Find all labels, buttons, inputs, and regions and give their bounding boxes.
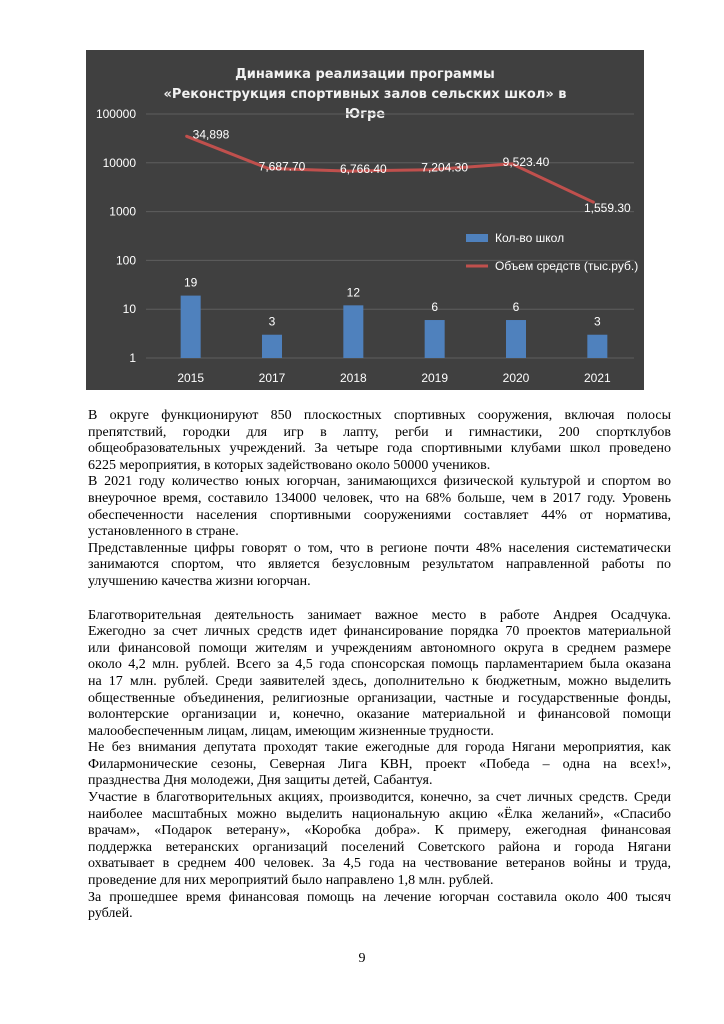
text-line: Представленные цифры говорят о том, что в регионе почти 48% населения систематически [88,540,671,556]
x-tick-label: 2021 [583,371,611,385]
text-line: Ежегодно за счет личных средств идет финансирование порядка 70 проектов материальной [88,624,671,640]
body-text [88,408,671,923]
text-line: около 4,2 млн. рублей. Всего за 4,5 года спонсорская помощь парламентарием была оказана [88,657,671,673]
y-tick-label: 1 [129,351,136,365]
x-tick-label: 2017 [258,371,286,385]
bar-data-label: 3 [593,314,601,329]
bar-data-label: 6 [431,300,439,315]
bar-data-label: 19 [183,275,198,290]
chart-title-line: «Реконструкция спортивных залов сельских школ» в [163,87,567,102]
text-line: Благотворительная деятельность занимает важное место в работе Андрея Осадчука. [88,607,671,623]
line-data-label: 7,687.70 [258,159,306,174]
bar [181,296,201,358]
text-line: занимаются спортом, что является безусловным результатом направленной работы по [88,557,671,573]
line-data-label: 34,898 [192,127,230,142]
paragraph [88,890,671,923]
line-data-label: 7,204.30 [421,160,469,175]
x-tick-label: 2015 [177,371,205,385]
legend-label-bars: Кол-во школ [495,231,565,245]
paragraph [88,474,671,540]
bar [587,335,607,358]
bar [425,320,445,358]
paragraph [88,790,671,890]
paragraph [88,541,671,591]
text-line: проведение для них мероприятий было направлено 1,8 млн. рублей. [88,873,494,889]
paragraph [88,408,671,474]
text-line: 6225 мероприятия, в которых задействовано около 50000 учеников. [88,457,491,473]
text-line: наиболее масштабных можно выделить национальную акцию «Ёлка желаний», «Спасибо [88,806,671,822]
chart [86,50,644,390]
text-line: установленного в стране. [88,524,239,540]
text-line: волонтерские организации и, конечно, оказание материальной и финансовой помощи [88,707,671,723]
text-line: празднества Дня молодежи, Дня защиты детей, Сабантуя. [88,773,433,789]
line-data-label: 6,766.40 [339,162,387,177]
y-tick-label: 10000 [102,155,136,170]
line-point [185,135,188,138]
bar [343,305,363,358]
legend-swatch-bars [466,234,488,242]
text-line: улучшению качества жизни югорчан. [88,573,311,589]
bar [262,335,282,358]
text-line: Не без внимания депутата проходят такие ежегодные для города Нягани мероприятия, как [88,740,671,756]
text-line: За прошедшее время финансовая помощь на лечение югорчан составила около 400 тысяч [88,889,671,905]
chart-svg [86,50,644,390]
page-number: 9 [358,951,366,966]
x-tick-label: 2020 [502,371,530,385]
line-series [187,136,594,202]
bar-data-label: 12 [346,285,361,300]
paragraph-gap [88,591,671,608]
text-line: врачам», «Подарок ветерану», «Коробка добра». К примеру, ежегодная финансовая [88,823,671,839]
text-line: В 2021 году количество юных югорчан, занимающихся физической культурой и спортом во [88,474,671,490]
y-tick-label: 10 [122,302,136,317]
paragraph [88,608,671,741]
text-line: В округе функционируют 850 плоскостных спортивных сооружения, включая полосы [88,408,671,423]
y-tick-label: 1000 [109,204,136,219]
bar-data-label: 6 [512,300,520,315]
bar [506,320,526,358]
x-tick-label: 2018 [339,371,367,385]
text-line: общеобразовательных учреждений. За четыре года спортивными клубами школ проведено [88,441,671,457]
text-line: или финансовой помощи жителям и учреждениям автономного округа в среднем размере [88,640,671,656]
text-line: на 17 млн. рублей. Среди заявителей здесь, дополнительно к бюджетным, можно выделить [88,673,671,689]
text-line: Филармонические сезоны, Северная Лига КВН, проект «Победа – одна на всех!», [88,756,671,772]
text-line: обеспеченности населения спортивными сооружениями составляет 44% от норматива, [88,507,671,523]
chart-title-line: Динамика реализации программы [235,67,495,82]
paragraph [88,740,671,790]
x-tick-label: 2019 [421,371,449,385]
text-line: Участие в благотворительных акциях, производится, конечно, за счет личных средств. Среди [88,790,671,806]
text-line: общественные объединения, религиозные организации, частные и государственные фонды, [88,690,671,706]
y-tick-label: 100 [115,253,136,268]
text-line: охватывает в среднем 400 человек. За 4,5 года на чествование ветеранов войны и труда, [88,856,671,872]
y-tick-label: 100000 [95,107,136,121]
line-data-label: 1,559.30 [583,201,631,216]
legend-label-line: Объем средств (тыс.руб.) [495,259,639,273]
text-line: препятствий, городки для игр в лапту, регби и гимнастики, 200 спортклубов [88,424,671,440]
text-line: малообеспеченным лицам, лицам, имеющим жизненные трудности. [88,723,494,739]
text-line: поддержка ветеранских организаций поселений Советского района и города Нягани [88,839,671,855]
text-line: внеурочное время, составило 134000 человек, что на 68% больше, чем в 2017 году. Уровень [88,490,671,506]
chart-title-line: Югре [344,107,386,122]
bar-data-label: 3 [268,314,276,329]
text-line: рублей. [88,906,133,922]
line-data-label: 9,523.40 [502,154,550,169]
